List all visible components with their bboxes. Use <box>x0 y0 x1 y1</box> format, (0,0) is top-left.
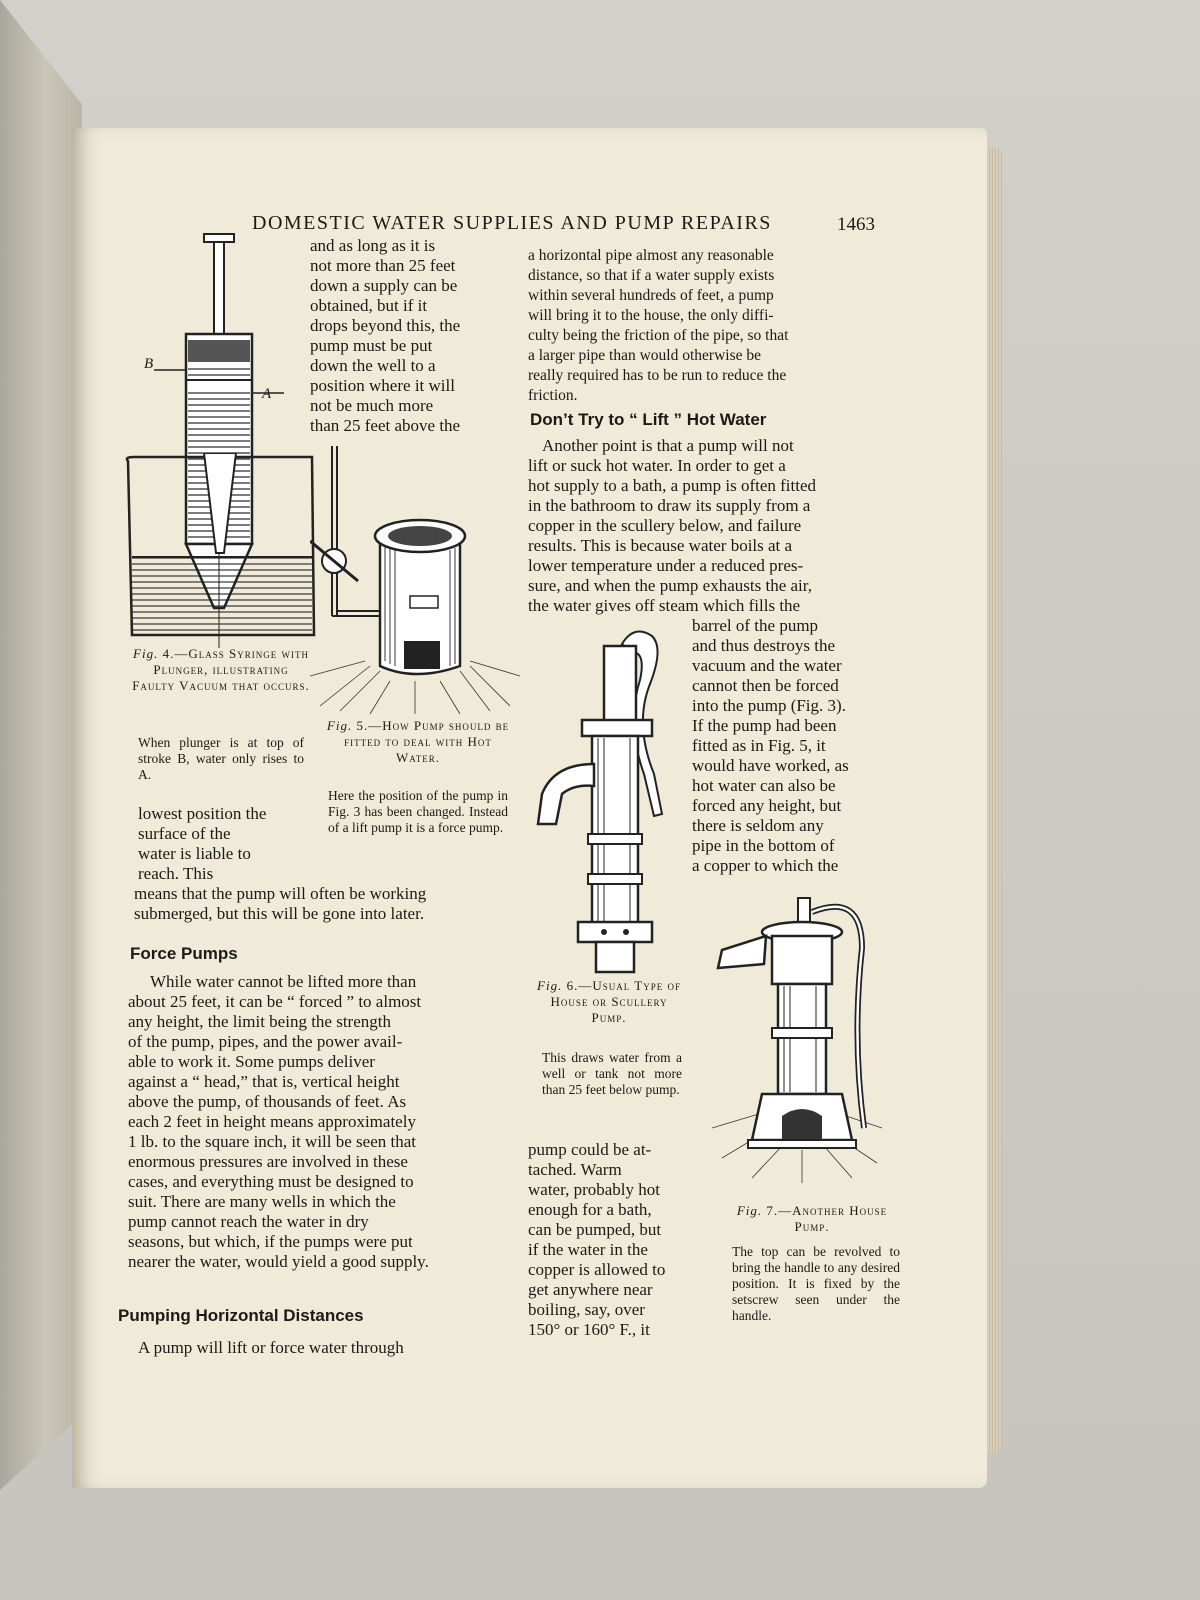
text-line: there is seldom any <box>692 816 824 835</box>
text-line: than 25 feet above the <box>310 416 461 435</box>
text-line: pump could be at- <box>528 1140 652 1159</box>
text-line: lift or suck hot water. In order to get a <box>528 456 786 475</box>
text-line: lower temperature under a reduced pres- <box>528 556 804 575</box>
figure-5-caption <box>322 718 514 766</box>
text-line: surface of the <box>138 824 231 843</box>
text-line: cases, and everything must be designed to <box>128 1172 414 1191</box>
text-line: tached. Warm <box>528 1160 622 1179</box>
text-line: about 25 feet, it can be “ forced ” to almost <box>128 992 422 1011</box>
fig-label: Fig. <box>326 718 353 733</box>
fig-label: Fig. <box>537 978 563 993</box>
text-line: nearer the water, would yield a good supply. <box>128 1252 429 1271</box>
text-line: in the bathroom to draw its supply from a <box>528 496 811 515</box>
text-line: hot supply to a bath, a pump is often fitted <box>528 476 817 495</box>
text-line: down the well to a <box>310 356 436 375</box>
figure-6-pump <box>534 624 684 976</box>
figure-4-note: When plunger is at top of stroke B, water only rises to A. <box>138 735 304 782</box>
section-force-pumps <box>128 972 506 1272</box>
column-right-narrow <box>692 616 882 876</box>
text-line: sure, and when the pump exhausts the air, <box>528 576 812 595</box>
text-line: if the water in the <box>528 1240 648 1259</box>
fig-label: Fig. <box>133 646 159 661</box>
caption-text: 7.—Another House Pump. <box>766 1203 888 1234</box>
text-line: a copper to which the <box>692 856 839 875</box>
figure-4-caption <box>132 646 310 694</box>
text-line: the water gives off steam which fills the <box>528 596 801 615</box>
text-line: hot water can also be <box>692 776 836 795</box>
text-line: able to work it. Some pumps deliver <box>128 1052 375 1071</box>
heading-force-pumps: Force Pumps <box>130 944 238 963</box>
beaker <box>122 453 322 643</box>
text-line: within several hundreds of feet, a pump <box>528 287 774 304</box>
column-right-top <box>528 246 884 406</box>
text-line: forced any height, but <box>692 796 842 815</box>
figure-7-note: The top can be revolved to bring the handle to any desired position. It is fixed by the setscrew seen under the handle. <box>732 1244 900 1323</box>
heading-hot-water: Don’t Try to “ Lift ” Hot Water <box>530 410 767 429</box>
text-line: into the pump (Fig. 3). <box>692 696 846 715</box>
text-line: can be pumped, but <box>528 1220 662 1239</box>
text-line: each 2 feet in height means approximately <box>128 1112 416 1131</box>
text-line: submerged, but this will be gone into later. <box>134 904 425 923</box>
text-line: results. This is because water boils at a <box>528 536 793 555</box>
text-line: While water cannot be lifted more than <box>150 972 417 991</box>
text-line: enough for a bath, <box>528 1200 652 1219</box>
running-header: DOMESTIC WATER SUPPLIES AND PUMP REPAIRS <box>252 212 772 234</box>
text-line: a larger pipe than would otherwise be <box>528 347 761 364</box>
text-line: friction. <box>528 387 578 404</box>
text-line: lowest position the <box>138 804 267 823</box>
text-line: copper in the scullery below, and failure <box>528 516 802 535</box>
text-line: pump cannot reach the water in dry <box>128 1212 369 1231</box>
column-middle-top <box>310 236 504 436</box>
text-line: means that the pump will often be working <box>134 884 427 903</box>
text-line: culty being the friction of the pipe, so that <box>528 327 789 344</box>
text-line: water is liable to <box>138 844 251 863</box>
column-left-narrow <box>138 804 300 884</box>
text-line: Another point is that a pump will not <box>542 436 794 455</box>
text-line: suit. There are many wells in which the <box>128 1192 396 1211</box>
heading-horizontal: Pumping Horizontal Distances <box>118 1306 364 1325</box>
text-line: get anywhere near <box>528 1280 653 1299</box>
text-line: drops beyond this, the <box>310 316 461 335</box>
text-line: will bring it to the house, the only diffi- <box>528 307 774 324</box>
text-line: not more than 25 feet <box>310 256 456 275</box>
text-line: down a supply can be <box>310 276 458 295</box>
facing-page-edge <box>0 0 82 1490</box>
text-line: barrel of the pump <box>692 616 819 635</box>
column-middle-bottom <box>528 1140 704 1340</box>
text-line: cannot then be forced <box>692 676 839 695</box>
figure-7-caption <box>732 1203 892 1235</box>
column-left-full <box>134 884 506 924</box>
section-hot-water <box>528 436 884 616</box>
figure-6-note: This draws water from a well or tank not more than 25 feet below pump. <box>542 1050 682 1097</box>
fig-label: Fig. <box>736 1203 763 1218</box>
text-line: reach. This <box>138 864 214 883</box>
text-line: boiling, say, over <box>528 1300 645 1319</box>
book-page <box>72 128 987 1488</box>
text-line: 1 lb. to the square inch, it will be seen that <box>128 1132 416 1151</box>
label-b: B <box>144 356 154 372</box>
text-line: distance, so that if a water supply exists <box>528 267 775 284</box>
figure-6-caption <box>534 978 684 1026</box>
text-line: really required has to be run to reduce the <box>528 367 787 384</box>
caption-text: 5.—How Pump should be fitted to deal with Hot Water. <box>344 718 510 765</box>
text-line: against a “ head,” that is, vertical height <box>128 1072 400 1091</box>
text-line: enormous pressures are involved in these <box>128 1152 408 1171</box>
text-line: would have worked, as <box>692 756 849 775</box>
text-line: obtained, but if it <box>310 296 428 315</box>
text-line: If the pump had been <box>692 716 837 735</box>
text-line: and as long as it is <box>310 236 436 255</box>
text-line: pipe in the bottom of <box>692 836 835 855</box>
caption-text: 4.—Glass Syringe with Plunger, illustrating Faulty Vacuum that occurs. <box>132 646 310 693</box>
figure-5-copper <box>310 446 520 716</box>
text-line: a horizontal pipe almost any reasonable <box>528 247 774 264</box>
text-line: copper is allowed to <box>528 1260 666 1279</box>
horizontal-line: A pump will lift or force water through <box>138 1338 404 1357</box>
text-line: pump must be put <box>310 336 433 355</box>
caption-text: 6.—Usual Type of House or Scullery Pump. <box>550 978 681 1025</box>
text-line: fitted as in Fig. 5, it <box>692 736 826 755</box>
text-line: any height, the limit being the strength <box>128 1012 391 1031</box>
text-line: position where it will <box>310 376 455 395</box>
text-line: above the pump, of thousands of feet. As <box>128 1092 407 1111</box>
text-line: seasons, but which, if the pumps were put <box>128 1232 413 1251</box>
label-a: A <box>262 386 272 402</box>
text-line: 150° or 160° F., it <box>528 1320 650 1339</box>
text-line: of the pump, pipes, and the power avail- <box>128 1032 403 1051</box>
text-line: vacuum and the water <box>692 656 842 675</box>
text-line: not be much more <box>310 396 434 415</box>
figure-7-pump <box>712 888 892 1188</box>
text-line: water, probably hot <box>528 1180 660 1199</box>
page-number: 1463 <box>837 214 875 235</box>
text-line: and thus destroys the <box>692 636 836 655</box>
figure-5-note: Here the position of the pump in Fig. 3 has been changed. Instead of a lift pump it is a force pump. <box>328 788 508 835</box>
